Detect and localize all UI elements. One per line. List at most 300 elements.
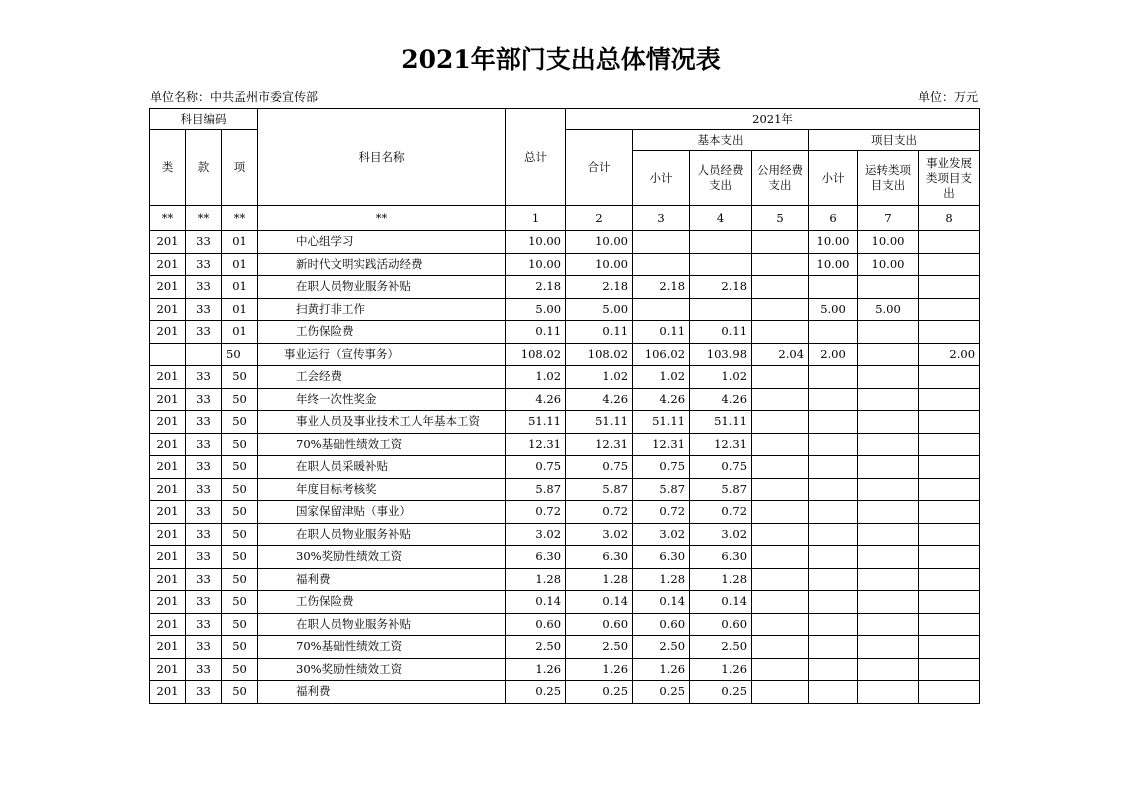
cell-total: 10.00 [506,231,566,254]
cell-personnel: 0.14 [690,591,752,614]
cell-name: 年度目标考核奖 [258,478,506,501]
cell-personnel: 1.28 [690,568,752,591]
table-row [150,411,980,434]
cell-name: 30%奖励性绩效工资 [258,546,506,569]
cell-lei: 201 [150,276,186,299]
cell-sum: 108.02 [566,343,633,366]
header-basic-subtotal: 小计 [633,151,690,206]
cell-public [752,613,809,636]
cell-lei: 201 [150,388,186,411]
cell-development [919,636,980,659]
cell-kuan: 33 [186,636,222,659]
cell-sum: 0.11 [566,321,633,344]
cell-personnel: 4.26 [690,388,752,411]
cell-development [919,388,980,411]
cell-project-subtotal [809,456,858,479]
cell-name: 在职人员采暖补贴 [258,456,506,479]
cell-basic-subtotal: 4.26 [633,388,690,411]
cell-personnel: 2.50 [690,636,752,659]
cell-development [919,546,980,569]
cell-personnel: 0.75 [690,456,752,479]
cell-total: 3.02 [506,523,566,546]
cell-name: 福利费 [258,681,506,704]
cell-total: 1.26 [506,658,566,681]
cell-kuan: 33 [186,591,222,614]
cell-transfer [858,546,919,569]
cell-development [919,568,980,591]
cell-basic-subtotal: 0.72 [633,501,690,524]
cell-lei: 201 [150,478,186,501]
num-basic-subtotal: 3 [633,206,690,231]
cell-basic-subtotal: 0.25 [633,681,690,704]
table-row [150,433,980,456]
header-transfer: 运转类项目支出 [858,151,919,206]
cell-project-subtotal: 5.00 [809,298,858,321]
cell-public [752,501,809,524]
cell-lei [150,343,186,366]
table-row [150,681,980,704]
cell-basic-subtotal: 2.50 [633,636,690,659]
cell-xiang: 01 [222,321,258,344]
header-public: 公用经费支出 [752,151,809,206]
cell-xiang: 50 [222,411,258,434]
num-name: ** [258,206,506,231]
cell-xiang: 01 [222,231,258,254]
cell-xiang: 50 [222,523,258,546]
cell-development [919,591,980,614]
cell-basic-subtotal: 2.18 [633,276,690,299]
cell-lei: 201 [150,658,186,681]
table-row [150,298,980,321]
cell-public [752,478,809,501]
cell-basic-subtotal: 1.26 [633,658,690,681]
cell-public [752,321,809,344]
cell-kuan: 33 [186,433,222,456]
cell-lei: 201 [150,568,186,591]
table-row [150,636,980,659]
cell-name: 国家保留津贴（事业） [258,501,506,524]
cell-name: 事业运行（宣传事务） [258,343,506,366]
cell-basic-subtotal: 5.87 [633,478,690,501]
cell-basic-subtotal: 51.11 [633,411,690,434]
cell-lei: 201 [150,681,186,704]
table-row [150,388,980,411]
cell-lei: 201 [150,523,186,546]
cell-lei: 201 [150,546,186,569]
cell-public [752,366,809,389]
cell-personnel: 0.25 [690,681,752,704]
cell-basic-subtotal: 1.02 [633,366,690,389]
cell-total: 0.75 [506,456,566,479]
cell-development: 2.00 [919,343,980,366]
table-row [150,591,980,614]
cell-name: 工伤保险费 [258,321,506,344]
cell-kuan: 33 [186,321,222,344]
header-development: 事业发展类项目支出 [919,151,980,206]
cell-name: 扫黄打非工作 [258,298,506,321]
cell-personnel: 0.11 [690,321,752,344]
cell-project-subtotal [809,501,858,524]
cell-personnel: 3.02 [690,523,752,546]
cell-kuan: 33 [186,411,222,434]
table-row [150,658,980,681]
cell-public [752,456,809,479]
cell-total: 6.30 [506,546,566,569]
table-row [150,523,980,546]
cell-basic-subtotal [633,231,690,254]
cell-transfer [858,501,919,524]
cell-xiang: 01 [222,276,258,299]
table-row [150,546,980,569]
table-row [150,276,980,299]
table-header [150,109,980,231]
cell-basic-subtotal: 6.30 [633,546,690,569]
cell-kuan [186,343,222,366]
unit-name: 单位名称：中共孟州市委宣传部 [150,90,319,104]
cell-project-subtotal [809,388,858,411]
cell-sum: 51.11 [566,411,633,434]
table-row [150,231,980,254]
cell-sum: 0.75 [566,456,633,479]
cell-transfer: 5.00 [858,298,919,321]
cell-kuan: 33 [186,681,222,704]
cell-sum: 5.00 [566,298,633,321]
cell-public [752,253,809,276]
table-row [150,366,980,389]
num-xiang: ** [222,206,258,231]
cell-xiang: 50 [222,613,258,636]
cell-name: 70%基础性绩效工资 [258,636,506,659]
cell-public [752,276,809,299]
cell-development [919,321,980,344]
cell-project-subtotal [809,321,858,344]
cell-lei: 201 [150,253,186,276]
cell-lei: 201 [150,298,186,321]
cell-total: 0.11 [506,321,566,344]
cell-total: 12.31 [506,433,566,456]
cell-public [752,681,809,704]
cell-project-subtotal [809,411,858,434]
cell-xiang: 50 [222,433,258,456]
cell-sum: 2.18 [566,276,633,299]
cell-sum: 0.14 [566,591,633,614]
cell-project-subtotal [809,276,858,299]
cell-total: 108.02 [506,343,566,366]
cell-xiang: 50 [222,388,258,411]
cell-lei: 201 [150,433,186,456]
cell-basic-subtotal [633,298,690,321]
cell-xiang: 50 [222,456,258,479]
cell-transfer [858,681,919,704]
cell-public [752,298,809,321]
cell-kuan: 33 [186,388,222,411]
cell-public [752,591,809,614]
cell-name: 工伤保险费 [258,591,506,614]
cell-project-subtotal [809,366,858,389]
cell-development [919,523,980,546]
cell-total: 51.11 [506,411,566,434]
cell-xiang: 50 [222,343,258,366]
cell-development [919,433,980,456]
cell-xiang: 50 [222,501,258,524]
cell-xiang: 01 [222,253,258,276]
cell-kuan: 33 [186,478,222,501]
cell-xiang: 50 [222,366,258,389]
cell-xiang: 50 [222,591,258,614]
cell-personnel: 103.98 [690,343,752,366]
cell-total: 5.00 [506,298,566,321]
cell-project-subtotal [809,591,858,614]
cell-kuan: 33 [186,231,222,254]
cell-kuan: 33 [186,546,222,569]
cell-name: 70%基础性绩效工资 [258,433,506,456]
cell-personnel [690,253,752,276]
cell-xiang: 01 [222,298,258,321]
cell-public [752,433,809,456]
cell-sum: 1.26 [566,658,633,681]
cell-sum: 0.60 [566,613,633,636]
cell-lei: 201 [150,321,186,344]
table-row [150,501,980,524]
cell-xiang: 50 [222,658,258,681]
cell-public [752,658,809,681]
cell-lei: 201 [150,231,186,254]
cell-transfer [858,568,919,591]
cell-sum: 12.31 [566,433,633,456]
cell-basic-subtotal: 0.14 [633,591,690,614]
cell-lei: 201 [150,591,186,614]
header-sum: 合计 [566,130,633,206]
cell-name: 在职人员物业服务补贴 [258,276,506,299]
cell-basic-subtotal: 0.75 [633,456,690,479]
cell-sum: 5.87 [566,478,633,501]
cell-name: 30%奖励性绩效工资 [258,658,506,681]
cell-public [752,388,809,411]
expenditure-table [149,108,980,704]
cell-project-subtotal [809,568,858,591]
cell-project-subtotal [809,523,858,546]
cell-lei: 201 [150,636,186,659]
cell-total: 0.14 [506,591,566,614]
num-transfer: 7 [858,206,919,231]
header-personnel: 人员经费支出 [690,151,752,206]
num-development: 8 [919,206,980,231]
cell-transfer [858,321,919,344]
cell-development [919,456,980,479]
header-lei: 类 [150,130,186,206]
header-kuan: 款 [186,130,222,206]
table-body [150,231,980,704]
cell-total: 0.60 [506,613,566,636]
cell-kuan: 33 [186,568,222,591]
cell-sum: 6.30 [566,546,633,569]
cell-transfer [858,658,919,681]
page-title: 2021年部门支出总体情况表 [401,45,721,74]
table-row [150,343,980,366]
cell-development [919,613,980,636]
cell-basic-subtotal [633,253,690,276]
cell-name: 工会经费 [258,366,506,389]
cell-personnel: 51.11 [690,411,752,434]
cell-sum: 3.02 [566,523,633,546]
cell-project-subtotal: 10.00 [809,253,858,276]
cell-transfer [858,388,919,411]
cell-sum: 0.25 [566,681,633,704]
cell-total: 2.18 [506,276,566,299]
cell-personnel: 1.26 [690,658,752,681]
cell-kuan: 33 [186,366,222,389]
cell-public [752,546,809,569]
cell-development [919,478,980,501]
cell-sum: 4.26 [566,388,633,411]
cell-transfer [858,456,919,479]
cell-transfer [858,433,919,456]
header-subject-code: 科目编码 [150,109,258,130]
cell-xiang: 50 [222,568,258,591]
table-row [150,568,980,591]
cell-project-subtotal: 2.00 [809,343,858,366]
cell-basic-subtotal: 3.02 [633,523,690,546]
table-row [150,613,980,636]
cell-development [919,298,980,321]
header-total: 总计 [506,109,566,206]
cell-xiang: 50 [222,636,258,659]
cell-kuan: 33 [186,298,222,321]
header-xiang: 项 [222,130,258,206]
cell-project-subtotal [809,546,858,569]
num-sum: 2 [566,206,633,231]
cell-transfer [858,478,919,501]
cell-total: 2.50 [506,636,566,659]
cell-kuan: 33 [186,276,222,299]
cell-personnel: 1.02 [690,366,752,389]
cell-public [752,411,809,434]
cell-development [919,366,980,389]
num-personnel: 4 [690,206,752,231]
cell-development [919,411,980,434]
cell-lei: 201 [150,366,186,389]
cell-development [919,253,980,276]
cell-development [919,231,980,254]
table-row [150,253,980,276]
cell-personnel: 0.72 [690,501,752,524]
cell-transfer [858,343,919,366]
cell-kuan: 33 [186,456,222,479]
cell-name: 在职人员物业服务补贴 [258,523,506,546]
cell-lei: 201 [150,456,186,479]
cell-total: 1.02 [506,366,566,389]
cell-sum: 10.00 [566,253,633,276]
cell-kuan: 33 [186,523,222,546]
cell-total: 1.28 [506,568,566,591]
cell-transfer [858,591,919,614]
cell-public [752,568,809,591]
cell-total: 4.26 [506,388,566,411]
cell-public [752,231,809,254]
num-kuan: ** [186,206,222,231]
cell-basic-subtotal: 106.02 [633,343,690,366]
cell-basic-subtotal: 0.60 [633,613,690,636]
cell-name: 新时代文明实践活动经费 [258,253,506,276]
cell-kuan: 33 [186,501,222,524]
cell-transfer [858,636,919,659]
cell-name: 中心组学习 [258,231,506,254]
cell-personnel: 5.87 [690,478,752,501]
cell-development [919,276,980,299]
cell-sum: 10.00 [566,231,633,254]
cell-total: 5.87 [506,478,566,501]
num-lei: ** [150,206,186,231]
cell-transfer [858,613,919,636]
cell-project-subtotal: 10.00 [809,231,858,254]
cell-basic-subtotal: 12.31 [633,433,690,456]
cell-sum: 2.50 [566,636,633,659]
cell-development [919,501,980,524]
cell-lei: 201 [150,501,186,524]
cell-personnel: 2.18 [690,276,752,299]
cell-sum: 1.28 [566,568,633,591]
num-project-subtotal: 6 [809,206,858,231]
cell-transfer [858,276,919,299]
cell-xiang: 50 [222,546,258,569]
cell-development [919,658,980,681]
cell-transfer: 10.00 [858,253,919,276]
num-total: 1 [506,206,566,231]
header-basic: 基本支出 [633,130,809,151]
cell-development [919,681,980,704]
table-row [150,478,980,501]
cell-xiang: 50 [222,681,258,704]
cell-personnel: 12.31 [690,433,752,456]
cell-transfer [858,523,919,546]
cell-kuan: 33 [186,658,222,681]
table-row [150,321,980,344]
cell-name: 在职人员物业服务补贴 [258,613,506,636]
header-subject-name: 科目名称 [258,109,506,206]
cell-project-subtotal [809,478,858,501]
cell-public: 2.04 [752,343,809,366]
cell-basic-subtotal: 1.28 [633,568,690,591]
num-public: 5 [752,206,809,231]
cell-transfer [858,366,919,389]
cell-name: 事业人员及事业技术工人年基本工资 [258,411,506,434]
cell-sum: 0.72 [566,501,633,524]
cell-total: 10.00 [506,253,566,276]
cell-total: 0.25 [506,681,566,704]
cell-personnel: 0.60 [690,613,752,636]
cell-name: 年终一次性奖金 [258,388,506,411]
cell-public [752,636,809,659]
cell-project-subtotal [809,433,858,456]
cell-kuan: 33 [186,253,222,276]
table-row [150,456,980,479]
header-year: 2021年 [566,109,980,130]
cell-sum: 1.02 [566,366,633,389]
cell-project-subtotal [809,613,858,636]
cell-name: 福利费 [258,568,506,591]
cell-personnel [690,298,752,321]
header-project: 项目支出 [809,130,980,151]
cell-transfer: 10.00 [858,231,919,254]
cell-lei: 201 [150,613,186,636]
cell-basic-subtotal: 0.11 [633,321,690,344]
cell-kuan: 33 [186,613,222,636]
cell-xiang: 50 [222,478,258,501]
cell-total: 0.72 [506,501,566,524]
cell-personnel: 6.30 [690,546,752,569]
header-project-subtotal: 小计 [809,151,858,206]
cell-lei: 201 [150,411,186,434]
